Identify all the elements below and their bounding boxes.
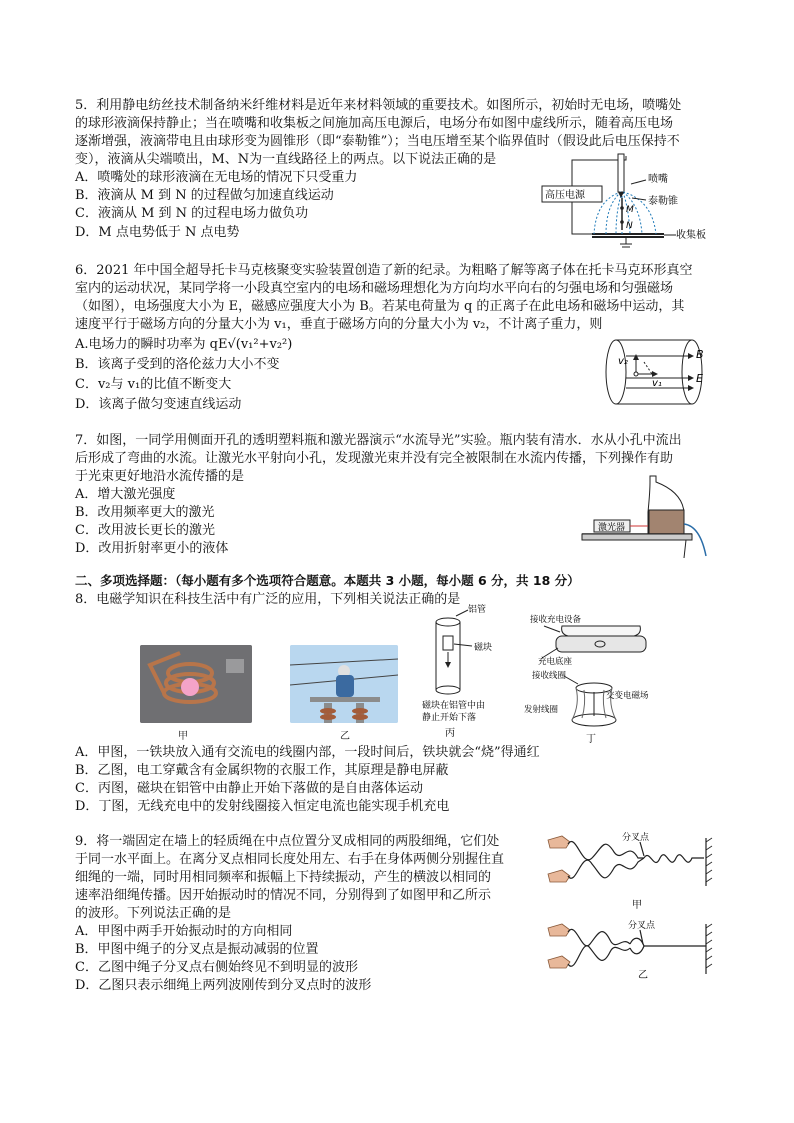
tube-label: 铝管 [468,605,487,615]
charging-base-label: 充电底座 [538,657,573,667]
label-yi: 乙 [340,731,350,742]
receiver-device-label: 接收充电设备 [530,615,582,625]
q5-stem-line: 变），液滴从尖端喷出，M、N为一直线路径上的两点。以下说法正确的是 [75,152,497,167]
q5-stem-line: 5．利用静电纺丝技术制备纳米纤维材料是近年来材料领域的重要技术。如图所示，初始时无电场，喷嘴处 [75,98,682,113]
q5-stem-line: 逐渐增强，液滴带电且由球形变为圆锥形（即“泰勒锥”）；当电压增至某个临界值时（假设此后电压保持不 [75,134,680,149]
section-heading: 二、多项选择题：（每小题有多个选项符合题意。本题共 3 小题，每小题 6 分，共 18 分） [75,573,580,588]
v1-label: v₁ [652,378,662,389]
q6-option-c: C．v₂与 v₁的比值不断变大 [75,377,232,392]
collector-plate-label: 收集板 [676,230,706,241]
transmitter-coil-label: 发射线圈 [524,705,559,715]
wave-diagram-jia [546,828,716,912]
nozzle-label: 喷嘴 [648,174,668,185]
electrospinning-diagram [536,150,706,250]
q7-option-a: A．增大激光强度 [75,487,176,502]
q9-stem-line: 细绳的一端，同时用相同频率和振幅上下持续振动，产生的横波以相同的 [75,870,492,885]
label-bing: 丙 [445,728,455,739]
q8-option-a: A．甲图，一铁块放入通有交流电的线圈内部，一段时间后，铁块就会“烧”得通红 [75,745,540,760]
wireless-charging-diagram [520,612,670,746]
q9-stem-line: 的波形。下列说法正确的是 [75,906,232,921]
q6-option-b: B．该离子受到的洛伦兹力大小不变 [75,357,280,372]
photo-electrician [290,645,398,723]
magnet-label: 磁块 [474,643,493,653]
wave-diagram-yi [546,918,716,998]
b-field-label: B [696,348,704,361]
q7-stem-line: 于光束更好地沿水流传播的是 [75,469,245,484]
q9-option-d: D．乙图只表示细绳上两列波刚传到分叉点时的波形 [75,978,372,993]
q6-stem-line: 室内的运动状况，某同学将一小段真空室内的电场和磁场理想化为方向均水平向右的匀强电场和匀强磁场 [75,281,674,296]
q5-option-c: C．液滴从 M 到 N 的过程电场力做负功 [75,206,309,221]
fork-point-label: 分叉点 [628,921,656,931]
water-light-guide-diagram [580,466,720,560]
fork-point-label: 分叉点 [622,833,650,843]
taylor-cone-label: 泰勒锥 [648,196,678,207]
fall-caption-1: 磁块在铝管中由 [422,701,486,711]
alternating-field-label: 交变电磁场 [606,691,649,701]
point-n-label: N [626,221,633,231]
q8-option-c: C．丙图，磁块在铝管中由静止开始下落做的是自由落体运动 [75,781,423,796]
q9-stem-line: 速率沿细绳传播。因开始振动时的情况不同，分别得到了如图甲和乙所示 [75,888,492,903]
fall-caption-2: 静止开始下落 [422,713,477,723]
q6-option-d: D．该离子做匀变速直线运动 [75,397,242,412]
q8-stem-line: 8．电磁学知识在科技生活中有广泛的应用，下列相关说法正确的是 [75,592,461,607]
power-supply-label: 高压电源 [545,190,585,201]
photo-induction-coil [140,645,252,723]
label-jia: 甲 [178,731,188,742]
q9-stem-line: 9．将一端固定在墙上的轻质绳在中点位置分叉成相同的两股细绳，它们处 [75,834,500,849]
magnet-tube-diagram [418,604,514,740]
q6-stem-line: （如图），电场强度大小为 E，磁感应强度大小为 B。若某电荷量为 q 的正离子在此电场和磁场中运动，其 [75,299,685,314]
tokamak-field-diagram [604,336,714,408]
q7-option-d: D．改用折射率更小的液体 [75,541,229,556]
v2-label: v₂ [618,356,628,367]
q5-option-b: B．液滴从 M 到 N 的过程做匀加速直线运动 [75,188,334,203]
label-ding: 丁 [586,734,596,745]
q8-option-d: D．丁图，无线充电中的发射线圈接入恒定电流也能实现手机充电 [75,799,450,814]
point-m-label: M [626,205,634,215]
q9-option-b: B．甲图中绳子的分叉点是振动减弱的位置 [75,942,319,957]
q7-stem-line: 7．如图，一同学用侧面开孔的透明塑料瓶和激光器演示“水流导光”实验。瓶内装有清水．水从小孔中流出 [75,433,682,448]
q6-stem-line: 速度平行于磁场方向的分量大小为 v₁，垂直于磁场方向的分量大小为 v₂，不计离子重力，则 [75,317,603,332]
e-field-label: E [696,372,703,385]
q9-option-c: C．乙图中绳子分叉点右侧始终见不到明显的波形 [75,960,358,975]
label-yi-wave: 乙 [638,970,648,981]
laser-label: 激光器 [598,523,626,533]
q9-stem-line: 于同一水平面上。在离分叉点相同长度处用左、右手在身体两侧分别握住直 [75,852,505,867]
label-jia-wave: 甲 [632,900,642,911]
q7-option-c: C．改用波长更长的激光 [75,523,215,538]
q5-option-d: D．M 点电势低于 N 点电势 [75,225,240,240]
q5-option-a: A．喷嘴处的球形液滴在无电场的情况下只受重力 [75,170,358,185]
q6-option-a: A.电场力的瞬时功率为 qE√(v₁²+v₂²) [75,337,293,352]
q7-stem-line: 后形成了弯曲的水流。让激光水平射向小孔，发现激光束并没有完全被限制在水流内传播，下列操作有助 [75,451,674,466]
q6-stem-line: 6．2021 年中国全超导托卡马克核聚变实验装置创造了新的纪录。为粗略了解等离子体在托卡马克环形真空 [75,263,693,278]
receiver-coil-label: 接收线圈 [532,671,567,681]
q8-option-b: B．乙图，电工穿戴含有金属织物的衣服工作，其原理是静电屏蔽 [75,763,449,778]
q9-option-a: A．甲图中两手开始振动时的方向相同 [75,924,293,939]
q5-stem-line: 的球形液滴保持静止；当在喷嘴和收集板之间施加高压电源后，电场分布如图中虚线所示，随着高压电场 [75,116,674,131]
q7-option-b: B．改用频率更大的激光 [75,505,215,520]
